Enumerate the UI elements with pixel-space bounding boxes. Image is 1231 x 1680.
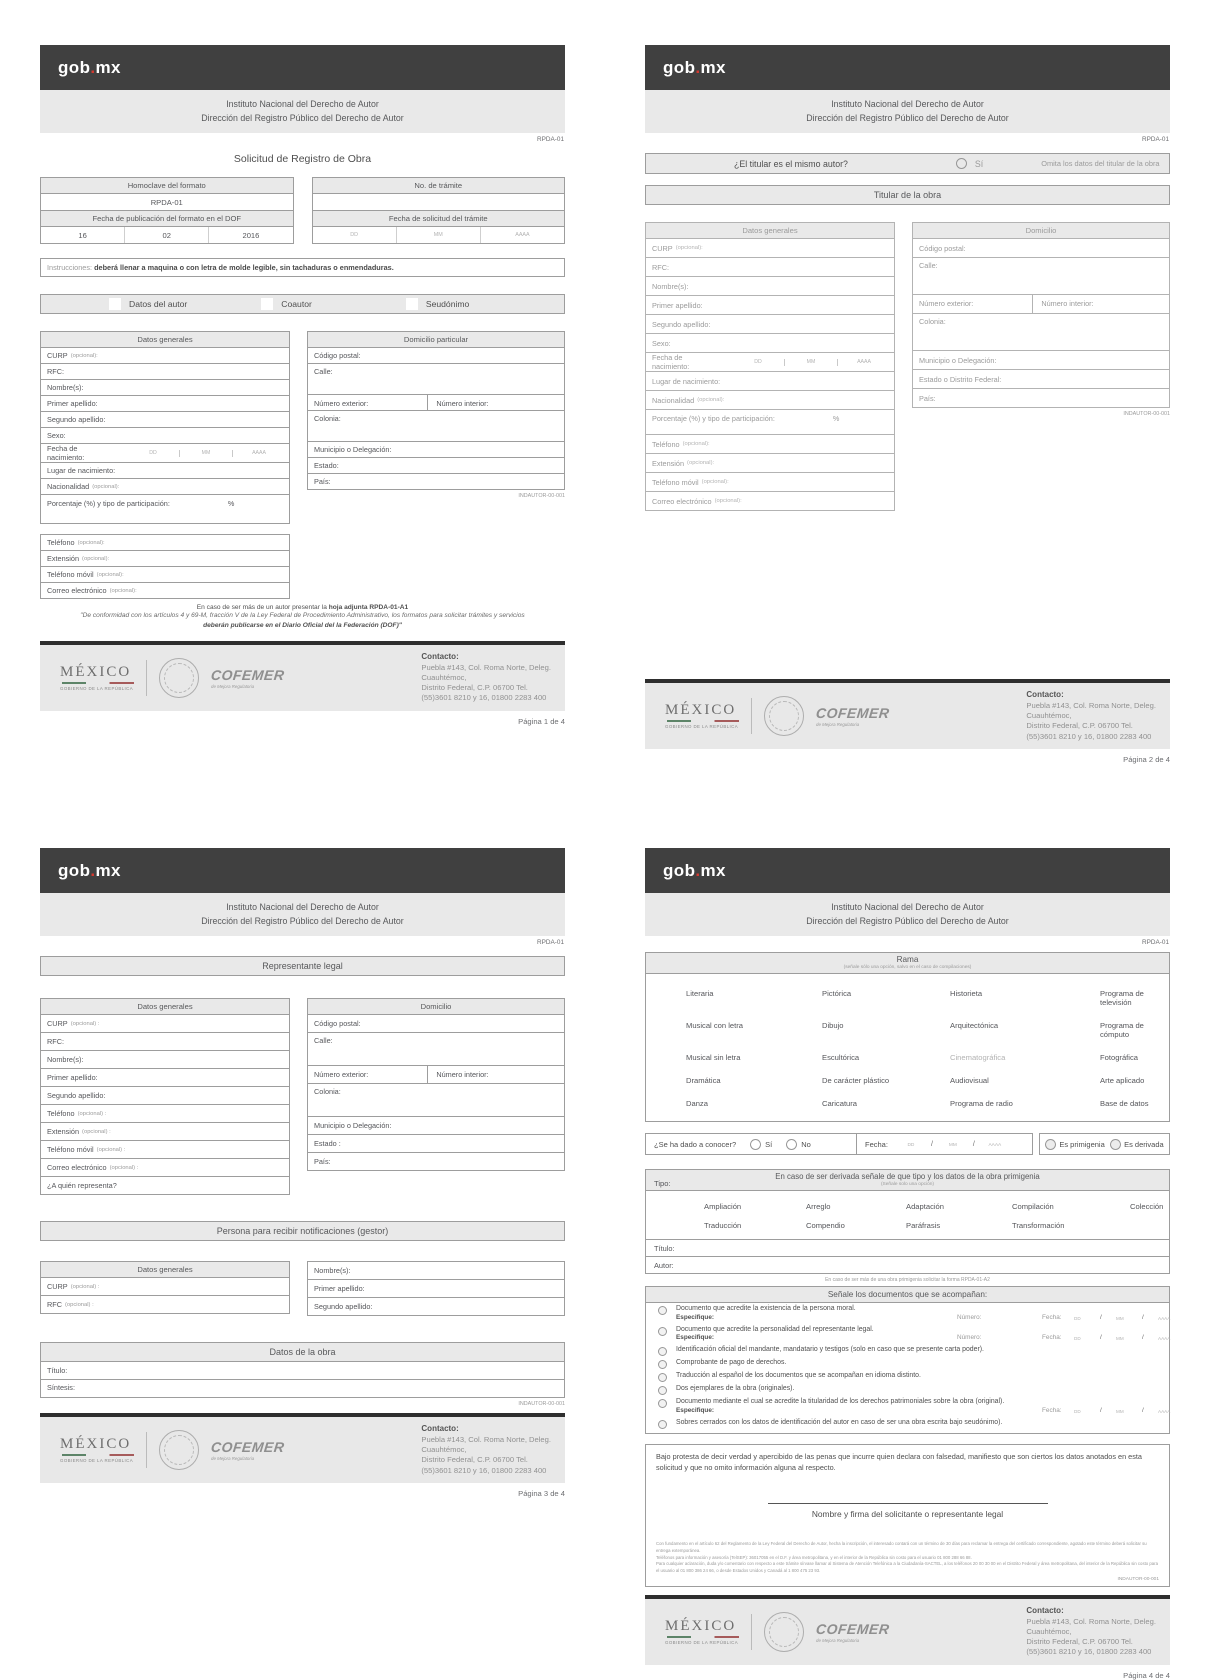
radio-icon[interactable] <box>658 1347 667 1356</box>
field-numero-interior[interactable]: Número interior: <box>436 399 489 408</box>
field-codigo-postal[interactable]: Código postal: <box>308 1015 564 1033</box>
form-code: RPDA-01 <box>537 136 564 143</box>
field-primer-apellido[interactable]: Primer apellido: <box>646 296 894 315</box>
date-segments: DD MM AAAA <box>732 359 890 366</box>
tipo-option[interactable]: Paráfrasis <box>906 1221 941 1230</box>
field-pais[interactable]: País: <box>913 389 1169 408</box>
page-title: Solicitud de Registro de Obra <box>233 153 372 165</box>
radio-icon[interactable] <box>658 1360 667 1369</box>
page-footer <box>40 1413 565 1483</box>
mexico-logo: MÉXICO GOBIERNO DE LA REPÚBLICA <box>665 1618 739 1646</box>
checkbox-icon[interactable] <box>406 298 418 310</box>
footer-divider-line <box>751 1614 752 1650</box>
field-telefono-movil[interactable]: Teléfono móvil (opcional): <box>646 473 894 492</box>
field-pais[interactable]: País: <box>308 474 564 490</box>
field-pais[interactable]: País: <box>308 1153 564 1171</box>
footer-divider-line <box>751 698 752 734</box>
documentos-header: Señale los documentos que se acompañan: <box>646 1287 1169 1303</box>
field-numeros[interactable] <box>308 1066 564 1084</box>
field-segundo-apellido[interactable]: Segundo apellido: <box>41 1087 289 1105</box>
gobmx-header-bar <box>40 848 565 893</box>
field-lugar-nacimiento[interactable]: Lugar de nacimiento: <box>41 463 289 479</box>
field-nombres[interactable]: Nombre(s): <box>646 277 894 296</box>
page-footer <box>645 679 1170 749</box>
field-nacionalidad[interactable]: Nacionalidad (opcional): <box>646 391 894 410</box>
form-page-1 <box>40 45 565 726</box>
gobmx-logo: gob.mx <box>663 860 726 880</box>
field-primer-apellido[interactable]: Primer apellido: <box>41 396 289 412</box>
field-numero-exterior[interactable]: Número exterior: <box>308 395 428 410</box>
cofemer-logo: COFEMER de Mejora Regulatoria <box>815 1620 891 1643</box>
indautor-code: INDAUTOR-00-001 <box>1117 1576 1159 1582</box>
field-gestor-curp[interactable]: CURP (opcional) : <box>41 1278 289 1296</box>
indautor-code: INDAUTOR-00-001 <box>1123 411 1170 417</box>
dof-date: 16 02 2016 <box>41 227 293 244</box>
radio-icon[interactable] <box>658 1306 667 1315</box>
field-segundo-apellido[interactable]: Segundo apellido: <box>41 412 289 428</box>
field-telefono[interactable]: Teléfono (opcional): <box>41 535 289 551</box>
declaration-text: Bajo protesta de decir verdad y apercibido de las penas que incurre quien declara con falsedad, manifiesto que son ciertos los datos anotados en esta solicitud y que no omito información alguna al respecto. <box>656 1451 1142 1473</box>
field-estado[interactable]: Estado : <box>308 1135 564 1153</box>
gobmx-logo: gob.mx <box>58 57 121 77</box>
datos-generales-header: Datos generales <box>41 332 289 348</box>
doc-item[interactable]: Documento que acredite la existencia de la persona moral. Especifique: Número: Fecha: DD / MM / AAAA <box>646 1303 1169 1324</box>
contact-block: Contacto: Puebla #143, Col. Roma Norte, Deleg. Cuauhtémoc, Distrito Federal, C.P. 06700 Tel. (55)3601 8210 y 16, 01800 2283 400 <box>1026 690 1156 741</box>
rama-option[interactable]: Arquitectónica <box>950 1021 999 1030</box>
field-telefono[interactable]: Teléfono (opcional): <box>646 435 894 454</box>
form-code: RPDA-01 <box>1142 939 1169 946</box>
field-correo[interactable]: Correo electrónico (opcional) : <box>41 1159 289 1177</box>
date-segments: DD / MM / AAAA <box>907 1140 1002 1148</box>
radio-derivada[interactable]: Es derivada <box>1110 1139 1164 1150</box>
field-lugar-nacimiento[interactable]: Lugar de nacimiento: <box>646 372 894 391</box>
field-gestor-segundo-apellido[interactable]: Segundo apellido: <box>308 1298 564 1316</box>
radio-icon[interactable] <box>658 1420 667 1429</box>
field-calle[interactable]: Calle: <box>913 258 1169 295</box>
tab-seudonimo[interactable]: Seudónimo <box>406 298 469 310</box>
radio-icon[interactable] <box>658 1327 667 1336</box>
field-rfc[interactable]: RFC: <box>41 364 289 380</box>
tipo-label: Tipo: <box>654 1179 671 1188</box>
field-extension[interactable]: Extensión (opcional): <box>646 454 894 473</box>
domicilio-box <box>307 331 565 490</box>
radio-no[interactable] <box>786 1139 797 1150</box>
fecha-solicitud-header: Fecha de solicitud del trámite <box>313 211 565 227</box>
tramite-value-field[interactable] <box>313 194 565 211</box>
mexico-seal-icon <box>764 696 804 736</box>
instructions-text: deberá llenar a maquina o con letra de molde legible, sin tachaduras o enmendaduras. <box>94 263 394 272</box>
mexico-seal-icon <box>159 1430 199 1470</box>
titular-question-bar <box>645 153 1170 174</box>
fine-print: Con fundamento en el artículo 62 del Reglamento de la Ley Federal del Derecho de Autor, hecha la inscripción, el interesado contará con un término de 30 días para reclamar la entrega del certificado correspondiente, agotado este término deberá solicitar su entrega extemporánea. Teléfonos para información y asesoría (TelSEP): 36017055 en el D.F. y área metropolitana, y en el interior de la República sin costo para el usuario 01 800 288 66 88. Para cualquier aclaración, duda y/o comentario con respecto a este trámite sírvase llamar al Sistema de Atención Telefónica a la Ciudadanía-SACTEL, a los teléfonos 20 00 30 00 en el Distrito Federal y área metropolitana, del interior de la República sin costo para el usuario al 01 800 386 24 66, o desde Estados Unidos y Canadá al 1 800 475 23 93. <box>656 1541 1158 1574</box>
rama-subtitle: (señale sólo una opción, salvo en el caso de compilaciones) <box>843 965 972 970</box>
doc-item[interactable]: Traducción al español de los documentos que se acompañan en idioma distinto. <box>646 1370 1169 1383</box>
field-codigo-postal[interactable]: Código postal: <box>913 239 1169 258</box>
radio-icon[interactable] <box>1045 1139 1056 1150</box>
rama-option[interactable]: Pictórica <box>822 989 852 998</box>
field-estado[interactable]: Estado: <box>308 458 564 474</box>
dof-header: Fecha de publicación del formato en el DOF <box>41 211 293 227</box>
field-sintesis[interactable]: Síntesis: <box>41 1380 564 1398</box>
datos-generales-box: Datos generales CURP (opcional) : RFC: Nombre(s): Primer apellido: Segundo apellido: Teléfono (opcional) : Extensión (opcional) : Teléfono móvil (opcional) : Correo electrónico (opcional) : ¿A quién representa? <box>40 998 290 1195</box>
rama-option[interactable]: Programa de televisión <box>1100 989 1144 1007</box>
datos-generales-box: Datos generales CURP (opcional): RFC: Nombre(s): Primer apellido: Segundo apellido: Sexo: Fecha de nacimiento: DD MM AAAA Lugar de nacimiento: Nacionalidad (opcional): Porcentaje (%) y tipo de participación: % Teléfono (opcional): Extensión (opcional): Teléfono móvil (opcional): Correo electrónico (opcional): <box>645 222 895 511</box>
titular-question: ¿El titular es el mismo autor? <box>734 158 848 169</box>
derivada-subtitle: (Señale solo una opción) <box>880 1182 935 1187</box>
doc-item[interactable]: Dos ejemplares de la obra (originales). <box>646 1383 1169 1396</box>
gobmx-header-bar <box>645 45 1170 90</box>
cofemer-logo: COFEMER de Mejora Regulatoria <box>210 666 286 689</box>
rama-option[interactable]: Historieta <box>950 989 983 998</box>
homoclave-value: RPDA-01 <box>41 194 293 211</box>
indautor-code: INDAUTOR-00-001 <box>518 493 565 499</box>
datos-generales-box <box>40 331 290 524</box>
page-number: Página 3 de 4 <box>518 1488 565 1498</box>
rama-title: Rama <box>896 955 919 964</box>
documentos-box <box>645 1286 1170 1434</box>
field-estado[interactable]: Estado o Distrito Federal: <box>913 370 1169 389</box>
field-calle[interactable]: Calle: <box>308 364 564 395</box>
mexico-logo: MÉXICO GOBIERNO DE LA REPÚBLICA <box>60 664 134 692</box>
rama-option[interactable]: Base de datos <box>1100 1099 1149 1108</box>
tipo-option[interactable]: Compilación <box>1012 1202 1054 1211</box>
form-code: RPDA-01 <box>537 939 564 946</box>
field-telefono[interactable]: Teléfono (opcional) : <box>41 1105 289 1123</box>
field-nacionalidad[interactable]: Nacionalidad (opcional): <box>41 479 289 495</box>
section-gestor: Persona para recibir notificaciones (gestor) <box>40 1221 565 1241</box>
flag-rule <box>62 1454 134 1456</box>
institute-band: Instituto Nacional del Derecho de Autor Dirección del Registro Público del Derecho de Autor <box>645 90 1170 133</box>
institute-band <box>40 90 565 133</box>
form-page-4 <box>645 848 1170 1680</box>
cofemer-logo: COFEMER de Mejora Regulatoria <box>210 1438 286 1461</box>
field-nombres[interactable]: Nombre(s): <box>41 1051 289 1069</box>
rama-option[interactable]: Audiovisual <box>950 1076 989 1085</box>
gestor-nombre-box <box>307 1261 565 1316</box>
institute-line1: Instituto Nacional del Derecho de Autor <box>226 99 379 110</box>
page-number: Página 2 de 4 <box>1123 754 1170 764</box>
page-footer <box>40 641 565 711</box>
rama-options <box>646 974 1169 1121</box>
field-extension[interactable]: Extensión (opcional): <box>41 551 289 567</box>
gobmx-logo: gob.mx <box>663 57 726 77</box>
mexico-seal-icon <box>159 658 199 698</box>
instructions-label: Instrucciones: <box>47 263 93 272</box>
gestor-datos-box: Datos generales CURP (opcional) : RFC (opcional) : <box>40 1261 290 1314</box>
indautor-code: INDAUTOR-00-001 <box>518 1401 565 1407</box>
radio-si-label: Sí <box>974 158 984 169</box>
checkbox-icon[interactable] <box>109 298 121 310</box>
tramite-header: No. de trámite <box>313 178 565 194</box>
conocer-question-cell: ¿Se ha dado a conocer? Sí No <box>645 1133 857 1155</box>
declaration-box <box>645 1444 1170 1587</box>
conocer-tipo-cell <box>1039 1133 1170 1155</box>
page-footer <box>645 1595 1170 1665</box>
radio-primigenia[interactable]: Es primigenia <box>1045 1139 1104 1150</box>
mexico-seal-icon <box>764 1612 804 1652</box>
field-colonia[interactable]: Colonia: <box>308 1084 564 1117</box>
tipo-option[interactable]: Arreglo <box>806 1202 831 1211</box>
field-correo[interactable]: Correo electrónico (opcional): <box>41 583 289 599</box>
field-municipio[interactable]: Municipio o Delegación: <box>913 351 1169 370</box>
institute-line2: Dirección del Registro Público del Derecho de Autor <box>201 112 404 123</box>
field-sexo[interactable]: Sexo: <box>646 334 894 353</box>
field-porcentaje[interactable]: Porcentaje (%) y tipo de participación: % <box>41 495 289 524</box>
tipo-option[interactable]: Transformación <box>1012 1221 1065 1230</box>
tab-coautor[interactable]: Coautor <box>261 298 312 310</box>
contact-block: Contacto: Puebla #143, Col. Roma Norte, Deleg. Cuauhtémoc, Distrito Federal, C.P. 06700 Tel. (55)3601 8210 y 16, 01800 2283 400 <box>421 651 551 703</box>
signature-caption: Nombre y firma del solicitante o representante legal <box>811 1509 1004 1520</box>
field-municipio[interactable]: Municipio o Delegación: <box>308 442 564 458</box>
radio-si[interactable] <box>956 158 967 169</box>
contacto-box <box>40 534 290 599</box>
homoclave-box <box>40 177 294 244</box>
field-rfc[interactable]: RFC: <box>41 1033 289 1051</box>
fecha-solicitud-field[interactable]: DD MM AAAA <box>313 227 565 244</box>
field-titulo[interactable]: Título: <box>41 1362 564 1380</box>
conocer-fecha-cell[interactable]: Fecha: DD / MM / AAAA <box>857 1133 1033 1155</box>
field-numeros[interactable] <box>308 395 564 411</box>
author-type-tabs <box>40 294 565 314</box>
flag-rule <box>62 682 134 684</box>
field-numero-interior[interactable]: Número interior: <box>1041 299 1094 308</box>
radio-icon[interactable] <box>1110 1139 1121 1150</box>
cofemer-logo: COFEMER de Mejora Regulatoria <box>815 704 891 727</box>
field-municipio[interactable]: Municipio o Delegación: <box>308 1117 564 1135</box>
field-nombres[interactable]: Nombre(s): <box>41 380 289 396</box>
field-gestor-primer-apellido[interactable]: Primer apellido: <box>308 1280 564 1298</box>
domicilio-box: Domicilio Código postal: Calle: Número exterior: Número interior: Colonia: Municipio o Delegación: Estado : País: <box>307 998 565 1171</box>
tipo-option[interactable]: Colección <box>1130 1202 1164 1211</box>
rama-option[interactable]: Arte aplicado <box>1100 1076 1145 1085</box>
section-representante: Representante legal <box>40 956 565 976</box>
rama-option[interactable]: Cinematográfica <box>950 1053 1006 1062</box>
field-primer-apellido[interactable]: Primer apellido: <box>41 1069 289 1087</box>
gobmx-logo: gob.mx <box>58 860 121 880</box>
doc-item[interactable]: Identificación oficial del mandante, mandatario y testigos (solo en caso que se presente carta poder). <box>646 1344 1169 1357</box>
flag-rule <box>667 1636 739 1638</box>
field-numero-exterior[interactable]: Número exterior: <box>308 1066 428 1083</box>
doc-item[interactable]: Comprobante de pago de derechos. <box>646 1357 1169 1370</box>
field-colonia[interactable]: Colonia: <box>913 314 1169 351</box>
signature-line[interactable] <box>768 1503 1048 1504</box>
gobmx-header-bar <box>645 848 1170 893</box>
derivada-title: En caso de ser derivada señale de que tipo y los datos de la obra primigenia <box>775 1172 1040 1181</box>
field-a-quien-representa[interactable]: ¿A quién representa? <box>41 1177 289 1195</box>
contact-block: Contacto: Puebla #143, Col. Roma Norte, Deleg. Cuauhtémoc, Distrito Federal, C.P. 06700 Tel. (55)3601 8210 y 16, 01800 2283 400 <box>421 1424 551 1475</box>
field-autor-primigenia[interactable]: Autor: <box>646 1256 1169 1273</box>
date-segments: DD MM AAAA <box>127 450 285 457</box>
mexico-logo: MÉXICO GOBIERNO DE LA REPÚBLICA <box>60 1436 134 1464</box>
field-rfc[interactable]: RFC: <box>646 258 894 277</box>
institute-band: Instituto Nacional del Derecho de Autor Dirección del Registro Público del Derecho de Autor <box>40 893 565 936</box>
field-fecha-nacimiento[interactable]: Fecha de nacimiento: DD MM AAAA <box>646 353 894 372</box>
doc-item[interactable]: Documento mediante el cual se acredite la titularidad de los derechos patrimoniales sobre la obra (original). Especifique: Fecha: DD / MM / AAAA <box>646 1396 1169 1417</box>
datos-obra-box: Datos de la obra Título: Síntesis: <box>40 1342 565 1398</box>
checkbox-icon[interactable] <box>261 298 273 310</box>
tramite-box <box>312 177 566 244</box>
rama-option[interactable]: Programa de cómputo <box>1100 1021 1144 1039</box>
field-porcentaje[interactable]: Porcentaje (%) y tipo de participación: % <box>646 410 894 435</box>
tipo-option[interactable]: Ampliación <box>704 1202 742 1211</box>
mexico-logo: MÉXICO GOBIERNO DE LA REPÚBLICA <box>665 702 739 730</box>
field-extension[interactable]: Extensión (opcional) : <box>41 1123 289 1141</box>
rama-option[interactable]: Literaria <box>686 989 714 998</box>
header-boxes <box>40 177 565 244</box>
form-code: RPDA-01 <box>1142 136 1169 143</box>
rama-option[interactable]: Escultórica <box>822 1053 860 1062</box>
field-curp[interactable]: CURP (opcional) : <box>41 1015 289 1033</box>
radio-icon[interactable] <box>658 1399 667 1408</box>
field-codigo-postal[interactable]: Código postal: <box>308 348 564 364</box>
rama-option[interactable]: De carácter plástico <box>822 1076 890 1085</box>
field-telefono-movil[interactable]: Teléfono móvil (opcional): <box>41 567 289 583</box>
note-legal: "De conformidad con los artículos 4 y 69-M, fracción V de la Ley Federal de Procedimiento Administrativo, los formatos para solicitar trámites y servicios deberán publicarse en el Diario Oficial del la Federación (DOF)" <box>80 612 525 629</box>
section-titular: Titular de la obra <box>645 185 1170 205</box>
radio-icon[interactable] <box>658 1386 667 1395</box>
derivada-note: En caso de ser más de una obra primigenia solicitar la forma RPDA-01-A2 <box>825 1277 990 1283</box>
field-segundo-apellido[interactable]: Segundo apellido: <box>646 315 894 334</box>
field-numero-exterior[interactable]: Número exterior: <box>913 295 1033 313</box>
radio-si[interactable] <box>750 1139 761 1150</box>
rama-option[interactable]: Caricatura <box>822 1099 858 1108</box>
field-telefono-movil[interactable]: Teléfono móvil (opcional) : <box>41 1141 289 1159</box>
footer-divider-line <box>146 660 147 696</box>
instructions-box <box>40 258 565 277</box>
rama-option[interactable]: Danza <box>686 1099 708 1108</box>
rama-option[interactable]: Dramática <box>686 1076 721 1085</box>
form-page-2 <box>645 45 1170 764</box>
tipo-option[interactable]: Adaptación <box>906 1202 944 1211</box>
form-page-3 <box>40 848 565 1498</box>
flag-rule <box>667 720 739 722</box>
note-coauthor: En caso de ser más de un autor presentar la hoja adjunta RPDA-01-A1 <box>196 604 409 611</box>
homoclave-header: Homoclave del formato <box>41 178 293 194</box>
tab-datos-del-autor[interactable]: Datos del autor <box>109 298 187 310</box>
field-sexo[interactable]: Sexo: <box>41 428 289 444</box>
domicilio-box: Domicilio Código postal: Calle: Número exterior: Número interior: Colonia: Municipio o Delegación: Estado o Distrito Federal: País: <box>912 222 1170 408</box>
radio-icon[interactable] <box>658 1373 667 1382</box>
rama-box <box>645 952 1170 1122</box>
rama-option[interactable]: Musical sin letra <box>686 1053 741 1062</box>
field-fecha-nacimiento[interactable]: Fecha de nacimiento: DD MM AAAA <box>41 444 289 463</box>
domicilio-header: Domicilio particular <box>308 332 564 348</box>
rama-option[interactable]: Dibujo <box>822 1021 844 1030</box>
doc-item[interactable]: Sobres cerrados con los datos de identificación del autor en caso de ser una obra escrita bajo seudónimo). <box>646 1417 1169 1433</box>
field-gestor-rfc[interactable]: RFC (opcional) : <box>41 1296 289 1314</box>
institute-band: Instituto Nacional del Derecho de Autor Dirección del Registro Público del Derecho de Autor <box>645 893 1170 936</box>
titular-note: Omita los datos del titular de la obra <box>1041 159 1160 168</box>
rama-option[interactable]: Musical con letra <box>686 1021 743 1030</box>
tipo-options <box>646 1191 1169 1239</box>
doc-item[interactable]: Documento que acredite la personalidad del representante legal. Especifique: Número: Fecha: DD / MM / AAAA <box>646 1324 1169 1345</box>
field-correo[interactable]: Correo electrónico (opcional): <box>646 492 894 511</box>
field-numeros[interactable] <box>913 295 1169 314</box>
gobmx-header-bar <box>40 45 565 90</box>
tipo-option[interactable]: Compendio <box>806 1221 845 1230</box>
footer-divider-line <box>146 1432 147 1468</box>
conocer-row <box>645 1133 1170 1155</box>
field-colonia[interactable]: Colonia: <box>308 411 564 442</box>
page-number: Página 1 de 4 <box>518 716 565 726</box>
page-number: Página 4 de 4 <box>1123 1670 1170 1680</box>
field-titulo-primigenia[interactable]: Título: <box>646 1239 1169 1256</box>
rama-option[interactable]: Fotográfica <box>1100 1053 1138 1062</box>
field-gestor-nombres[interactable]: Nombre(s): <box>308 1262 564 1280</box>
field-numero-interior[interactable]: Número interior: <box>436 1070 489 1079</box>
tipo-option[interactable]: Traducción <box>704 1221 742 1230</box>
contact-block: Contacto: Puebla #143, Col. Roma Norte, Deleg. Cuauhtémoc, Distrito Federal, C.P. 06700 Tel. (55)3601 8210 y 16, 01800 2283 400 <box>1026 1605 1156 1657</box>
derivada-box <box>645 1169 1170 1274</box>
field-calle[interactable]: Calle: <box>308 1033 564 1066</box>
field-curp[interactable]: CURP (opcional): <box>41 348 289 364</box>
field-curp[interactable]: CURP (opcional): <box>646 239 894 258</box>
rama-option[interactable]: Programa de radio <box>950 1099 1013 1108</box>
